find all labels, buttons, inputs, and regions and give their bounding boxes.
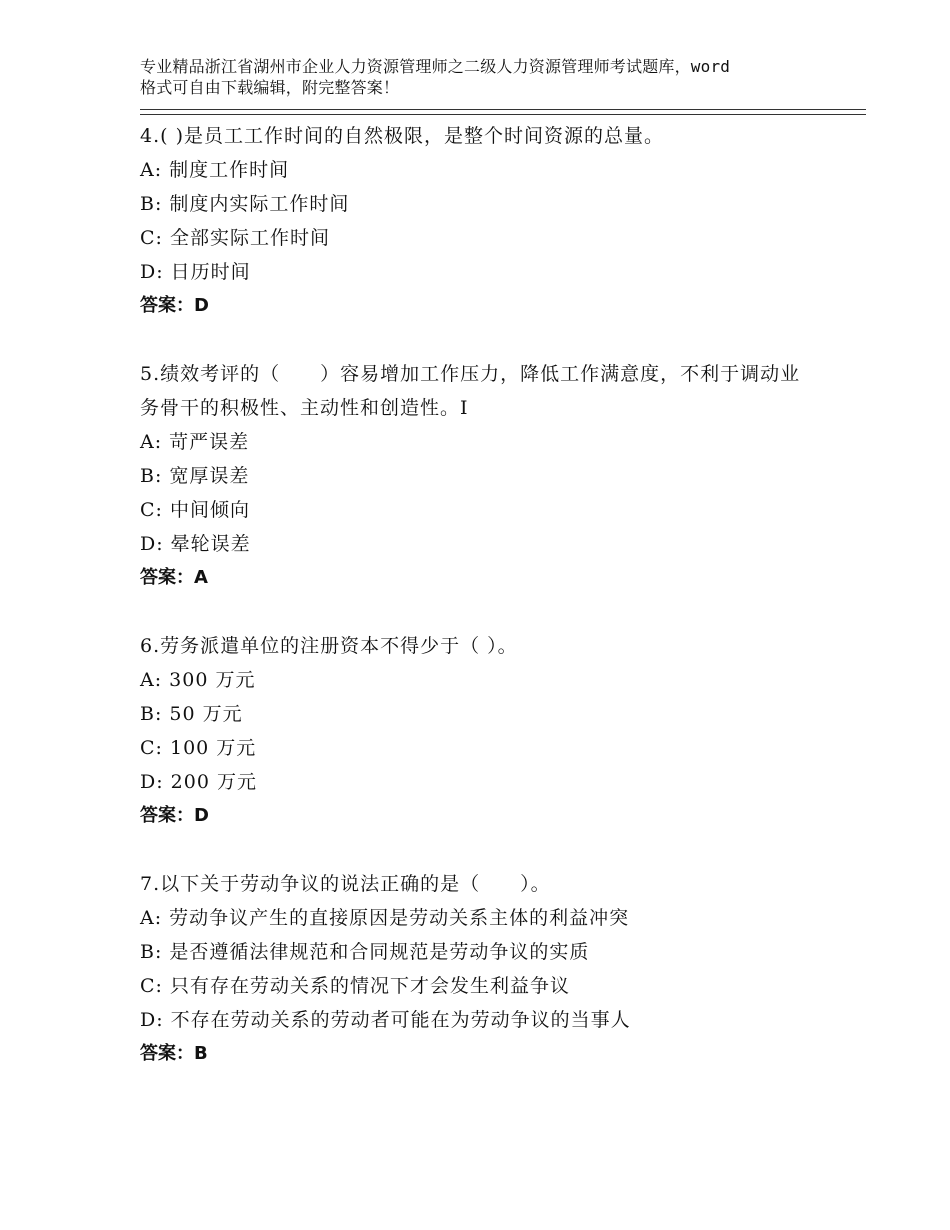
document-page bbox=[140, 56, 866, 1105]
option-a: A: 300 万元 bbox=[140, 669, 256, 691]
header-line-2: 格式可自由下载编辑，附完整答案！ bbox=[140, 78, 400, 97]
header-line-1: 专业精品浙江省湖州市企业人力资源管理师之二级人力资源管理师考试题库，word bbox=[140, 57, 731, 76]
question-4 bbox=[140, 119, 866, 323]
option-c: C: 100 万元 bbox=[140, 737, 257, 759]
option-b: B: 是否遵循法律规范和合同规范是劳动争议的实质 bbox=[140, 941, 590, 963]
document-header bbox=[140, 56, 866, 98]
option-b: B: 宽厚误差 bbox=[140, 465, 250, 487]
question-stem: 5.绩效考评的（ ）容易增加工作压力，降低工作满意度，不利于调动业务骨干的积极性、主动性和创造性。I bbox=[140, 363, 801, 419]
option-d: D: 日历时间 bbox=[140, 261, 251, 283]
header-divider bbox=[140, 109, 866, 115]
question-stem: 6.劳务派遣单位的注册资本不得少于（ ）。 bbox=[140, 635, 518, 657]
option-a: A: 劳动争议产生的直接原因是劳动关系主体的利益冲突 bbox=[140, 907, 630, 929]
option-a: A: 制度工作时间 bbox=[140, 159, 290, 181]
answer: 答案：A bbox=[140, 567, 208, 588]
option-d: D: 不存在劳动关系的劳动者可能在为劳动争议的当事人 bbox=[140, 1009, 631, 1031]
option-d: D: 200 万元 bbox=[140, 771, 257, 793]
question-stem: 7.以下关于劳动争议的说法正确的是（ ）。 bbox=[140, 873, 551, 895]
answer: 答案：B bbox=[140, 1043, 208, 1064]
question-5 bbox=[140, 357, 866, 595]
option-b: B: 50 万元 bbox=[140, 703, 243, 725]
question-7 bbox=[140, 867, 866, 1071]
answer: 答案：D bbox=[140, 805, 209, 826]
option-c: C: 全部实际工作时间 bbox=[140, 227, 330, 249]
answer: 答案：D bbox=[140, 295, 209, 316]
option-a: A: 苛严误差 bbox=[140, 431, 250, 453]
option-b: B: 制度内实际工作时间 bbox=[140, 193, 350, 215]
option-c: C: 只有存在劳动关系的情况下才会发生利益争议 bbox=[140, 975, 570, 997]
question-6 bbox=[140, 629, 866, 833]
option-c: C: 中间倾向 bbox=[140, 499, 250, 521]
option-d: D: 晕轮误差 bbox=[140, 533, 251, 555]
question-stem: 4.( )是员工工作时间的自然极限，是整个时间资源的总量。 bbox=[140, 125, 664, 147]
